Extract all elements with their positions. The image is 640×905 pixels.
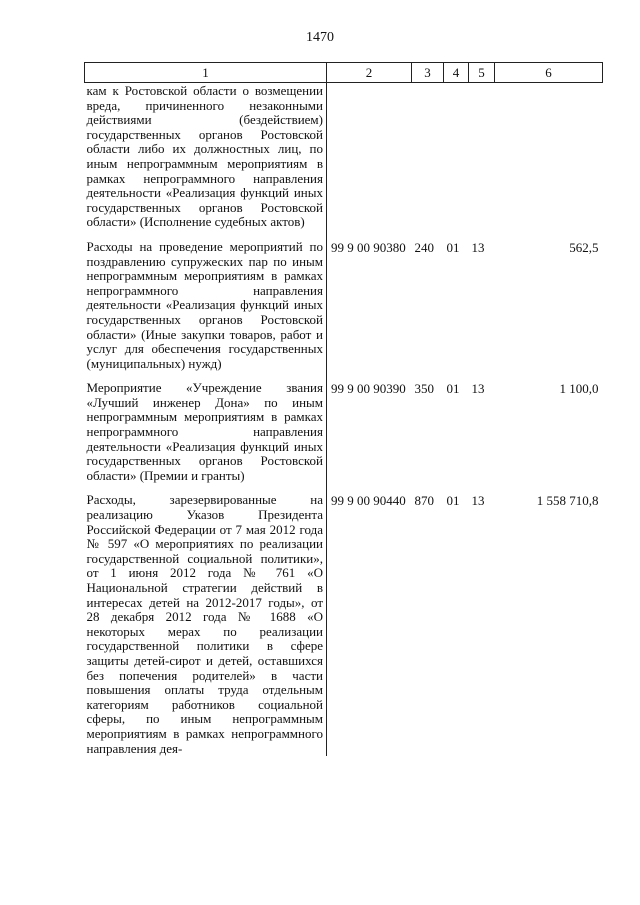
row-subsection [469,83,495,230]
table-header-row [85,63,603,83]
row-subsection: 13 [471,493,485,509]
row-section: 01 [446,493,460,509]
row-target-code [327,83,412,230]
row-expense-type [412,83,444,230]
budget-table [84,62,603,756]
table-row [85,83,603,230]
page-number: 1470 [306,30,334,45]
row-target-code: 99 9 00 90390 [331,381,406,397]
header-col-3: 3 [412,63,444,83]
header-col-4: 4 [444,63,469,83]
row-section [444,83,469,230]
table-row [85,240,603,371]
header-col-1: 1 [85,63,327,83]
row-target-code: 99 9 00 90380 [331,239,406,255]
header-col-2: 2 [327,63,412,83]
table-row [85,493,603,756]
row-subsection: 13 [471,239,485,255]
row-section: 01 [446,239,460,255]
row-expense-type: 350 [414,381,434,397]
row-expense-type: 240 [414,239,434,255]
row-section: 01 [446,381,460,397]
header-col-5: 5 [469,63,495,83]
row-description: Расходы, зарезервированные на реализацию Указов Президента Российской Федерации от 7 мая 2012 года № 597 «О мероприятиях по реализации государственной социальной политики», от 1 июня 2012 года № 761 «О Национальной стратегии действий в интересах детей на 2012-2017 годы», от 28 декабря 2012 года № 1688 «О некоторых мерах по реализации государственной политики в сфере защиты детей-сирот и детей, оставшихся без попечения родителей» в части повышения оплаты труда отдельным категориям работников социальной сферы, по иным непрограммным мероприятиям в рамках непрограммного направления дея- [85,493,327,756]
row-amount: 1 100,0 [559,381,599,397]
row-description: Расходы на проведение мероприятий по поздравлению супружеских пар по иным непрограммным мероприятиям в рамках непрограммного направления деятельности «Реализация функций иных государственных органов Ростовской области» (Иные закупки товаров, работ и услуг для обеспечения государственных (муниципальных) нужд) [85,240,327,371]
row-amount: 562,5 [569,239,599,255]
header-col-6: 6 [495,63,603,83]
row-amount [495,83,603,230]
row-subsection: 13 [471,381,485,397]
row-target-code: 99 9 00 90440 [331,493,406,509]
row-description: кам к Ростовской области о возмещении вреда, причиненного незаконными действиями (бездействием) государственных органов Ростовской области либо их должностных лиц, по иным непрограммным мероприятиям в рамках непрограммного направления деятельности «Реализация функций иных государственных органов Ростовской области» (Исполнение судебных актов) [85,83,327,230]
row-amount: 1 558 710,8 [536,493,599,509]
row-description: Мероприятие «Учреждение звания «Лучший инженер Дона» по иным непрограммным мероприятиям в рамках непрограммного направления деятельности «Реализация функций иных государственных органов Ростовской области» (Премии и гранты) [85,381,327,483]
table-row [85,381,603,483]
row-expense-type: 870 [414,493,434,509]
